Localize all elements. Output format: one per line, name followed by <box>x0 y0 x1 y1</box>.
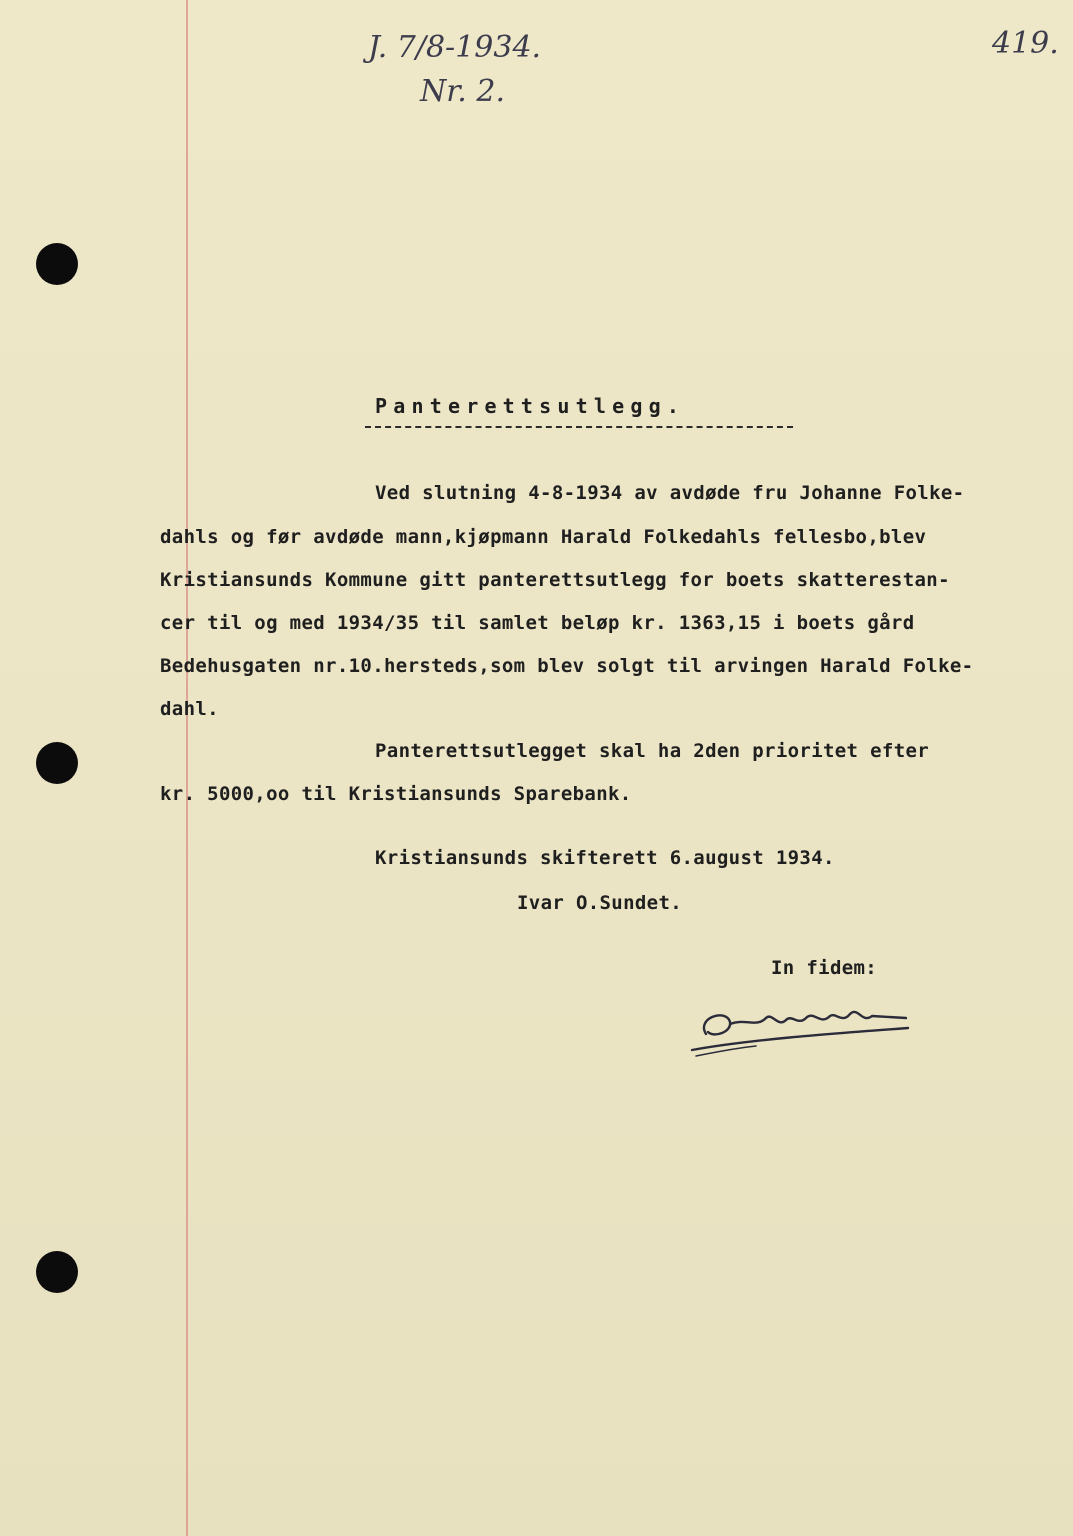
body-line-3: Kristiansunds Kommune gitt panterettsutlegg for boets skatterestan- <box>160 569 950 591</box>
body-line-2: dahls og før avdøde mann,kjøpmann Harald Folkedahls fellesbo,blev <box>160 526 927 548</box>
red-margin-line <box>186 0 188 1536</box>
body-line-7: Panterettsutlegget skal ha 2den prioritet efter <box>375 740 930 762</box>
judge-name: Ivar O.Sundet. <box>517 892 683 914</box>
body-line-6: dahl. <box>160 698 219 720</box>
body-line-4: cer til og med 1934/35 til samlet beløp kr. 1363,15 i boets gård <box>160 612 915 634</box>
document-title: Panterettsutlegg. <box>375 394 686 418</box>
in-fidem-label: In fidem: <box>771 957 878 979</box>
body-line-5: Bedehusgaten nr.10.hersteds,som blev solgt til arvingen Harald Folke- <box>160 655 974 677</box>
body-line-1: Ved slutning 4-8-1934 av avdøde fru Johanne Folke- <box>375 482 965 504</box>
handwritten-signature <box>686 998 916 1062</box>
title-underline <box>365 426 793 428</box>
handwritten-date-note: J. 7/8-1934. <box>368 30 542 65</box>
body-line-8: kr. 5000,oo til Kristiansunds Sparebank. <box>160 783 632 805</box>
punch-hole-bottom <box>36 1251 78 1293</box>
punch-hole-top <box>36 243 78 285</box>
handwritten-page-number: 419. <box>992 26 1059 61</box>
punch-hole-middle <box>36 742 78 784</box>
place-and-date: Kristiansunds skifterett 6.august 1934. <box>375 847 835 869</box>
handwritten-number-note: Nr. 2. <box>420 74 505 109</box>
